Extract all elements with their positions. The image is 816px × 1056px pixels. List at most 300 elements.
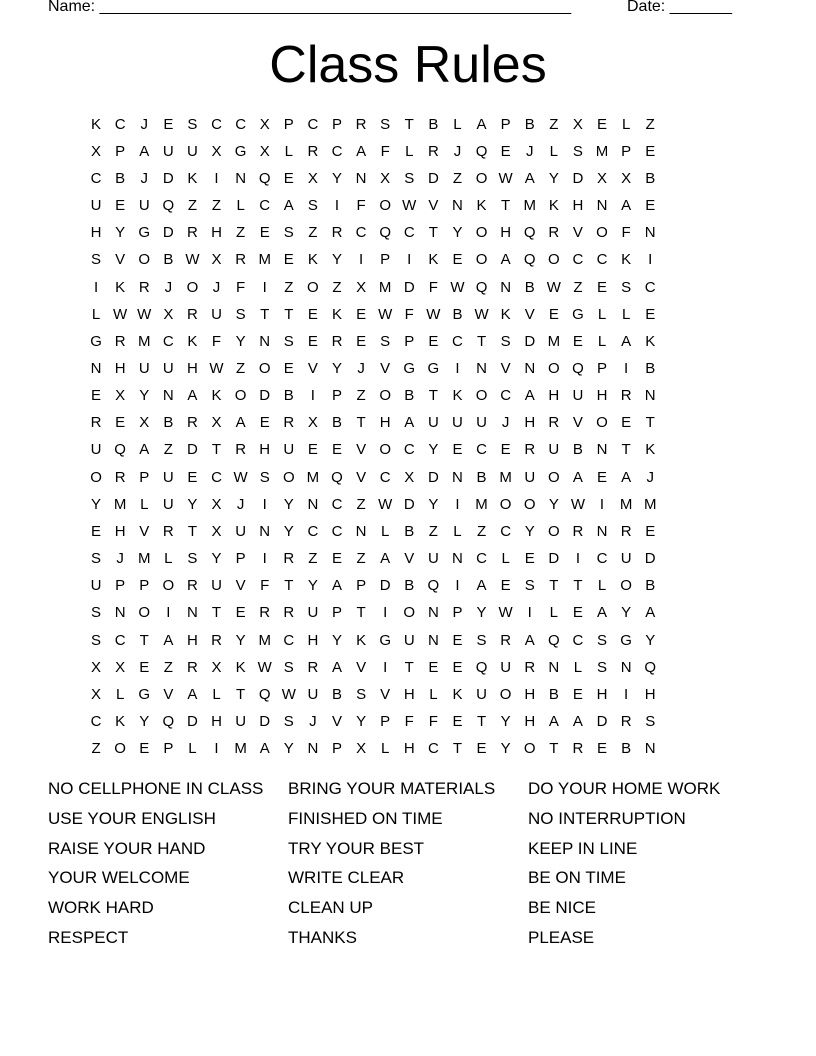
grid-letter: J: [357, 359, 365, 377]
grid-letter: E: [115, 414, 126, 432]
grid-letter: O: [234, 387, 247, 405]
grid-letter: D: [524, 332, 536, 350]
grid-letter: V: [307, 359, 318, 377]
grid-letter: X: [356, 278, 367, 296]
grid-letter: N: [644, 224, 656, 242]
grid-letter: F: [428, 713, 438, 731]
grid-letter: S: [356, 685, 367, 703]
grid-letter: Z: [308, 550, 318, 568]
grid-letter: D: [187, 713, 198, 731]
grid-letter: N: [644, 387, 656, 405]
grid-letter: Y: [187, 495, 198, 513]
grid-letter: W: [378, 305, 393, 323]
page-title: Class Rules: [269, 36, 547, 94]
grid-letter: S: [597, 658, 608, 676]
word-list-item: NO INTERRUPTION: [528, 808, 686, 828]
grid-letter: L: [236, 197, 245, 215]
grid-letter: Z: [356, 495, 366, 513]
grid-letter: I: [624, 359, 629, 377]
grid-letter: M: [137, 332, 151, 350]
grid-letter: Z: [187, 197, 197, 215]
grid-letter: O: [596, 224, 608, 242]
grid-letter: Q: [572, 359, 584, 377]
grid-letter: Y: [331, 631, 342, 649]
grid-letter: A: [621, 332, 632, 350]
grid-letter: W: [137, 305, 152, 323]
grid-letter: G: [403, 359, 416, 377]
grid-letter: R: [283, 604, 295, 622]
grid-row: [84, 464, 732, 491]
grid-letter: S: [91, 631, 102, 649]
grid-letter: L: [140, 495, 149, 513]
grid-letter: Y: [500, 713, 511, 731]
grid-letter: D: [403, 495, 415, 513]
grid-letter: V: [356, 441, 367, 459]
grid-letter: P: [380, 713, 391, 731]
grid-letter: D: [379, 577, 391, 595]
grid-letter: X: [115, 658, 126, 676]
grid-letter: A: [283, 197, 294, 215]
grid-letter: Q: [475, 658, 488, 676]
grid-letter: T: [573, 577, 583, 595]
grid-letter: S: [235, 305, 246, 323]
word-list-item: PLEASE: [528, 927, 595, 947]
grid-letter: S: [91, 251, 102, 269]
grid-letter: O: [90, 468, 102, 486]
grid-letter: A: [235, 414, 246, 432]
grid-letter: B: [452, 305, 463, 323]
grid-letter: K: [645, 332, 656, 350]
grid-letter: E: [645, 522, 656, 540]
grid-letter: V: [115, 251, 126, 269]
grid-letter: J: [646, 468, 654, 486]
word-list-item: BE NICE: [528, 898, 597, 918]
grid-letter: U: [283, 441, 295, 459]
grid-letter: E: [356, 332, 367, 350]
grid-letter: A: [163, 631, 174, 649]
grid-letter: M: [475, 495, 488, 513]
grid-letter: W: [546, 278, 561, 296]
grid-letter: A: [621, 197, 632, 215]
grid-letter: H: [90, 224, 102, 242]
grid-letter: O: [523, 740, 536, 758]
grid-letter: P: [356, 577, 367, 595]
grid-letter: L: [597, 332, 607, 350]
grid-letter: W: [426, 305, 441, 323]
grid-letter: Y: [548, 169, 559, 187]
grid-letter: R: [427, 142, 439, 160]
grid-letter: O: [499, 685, 512, 703]
grid-letter: U: [572, 387, 584, 405]
grid-letter: E: [548, 305, 559, 323]
grid-letter: Y: [211, 550, 222, 568]
grid-letter: I: [624, 685, 629, 703]
grid-letter: H: [572, 197, 584, 215]
grid-letter: M: [547, 332, 561, 350]
grid-letter: W: [378, 495, 393, 513]
grid-letter: O: [547, 359, 560, 377]
grid-letter: Y: [524, 522, 535, 540]
grid-letter: L: [284, 142, 293, 160]
grid-letter: C: [114, 631, 126, 649]
grid-letter: R: [259, 604, 271, 622]
grid-letter: B: [645, 577, 656, 595]
grid-letter: Q: [258, 685, 271, 703]
grid-letter: E: [331, 550, 342, 568]
grid-letter: T: [356, 414, 366, 432]
grid-letter: X: [211, 658, 222, 676]
grid-letter: Y: [356, 713, 367, 731]
grid-letter: R: [331, 332, 343, 350]
word-list-item: KEEP IN LINE: [528, 838, 638, 858]
grid-letter: R: [138, 278, 150, 296]
grid-letter: L: [549, 142, 558, 160]
grid-letter: K: [115, 713, 126, 731]
word-list-item: WORK HARD: [48, 898, 154, 918]
grid-letter: T: [476, 713, 487, 731]
grid-letter: D: [427, 468, 439, 486]
grid-letter: R: [162, 522, 174, 540]
word-list-item: RAISE YOUR HAND: [48, 838, 206, 858]
grid-letter: P: [139, 468, 150, 486]
grid-letter: E: [307, 305, 318, 323]
grid-letter: Z: [549, 115, 559, 133]
grid-letter: R: [620, 713, 632, 731]
grid-letter: X: [404, 468, 415, 486]
grid-letter: J: [212, 278, 221, 296]
grid-letter: K: [235, 658, 246, 676]
grid-letter: L: [212, 685, 221, 703]
grid-letter: X: [307, 414, 318, 432]
grid-letter: H: [114, 359, 126, 377]
grid-letter: Z: [428, 522, 438, 540]
grid-letter: P: [115, 577, 126, 595]
grid-letter: C: [162, 332, 174, 350]
grid-letter: C: [355, 224, 367, 242]
grid-letter: A: [500, 251, 511, 269]
grid-letter: O: [379, 441, 391, 459]
grid-letter: Y: [283, 495, 294, 513]
grid-letter: D: [259, 387, 271, 405]
grid-letter: T: [428, 387, 438, 405]
grid-letter: K: [356, 631, 367, 649]
grid-letter: C: [307, 115, 319, 133]
grid-letter: S: [283, 332, 294, 350]
grid-letter: C: [572, 251, 584, 269]
grid-letter: E: [91, 387, 102, 405]
grid-letter: X: [211, 414, 222, 432]
word-list-item: RESPECT: [48, 927, 129, 947]
grid-letter: I: [334, 197, 340, 215]
grid-letter: D: [187, 441, 198, 459]
grid-letter: U: [427, 414, 439, 432]
grid-letter: V: [331, 713, 342, 731]
grid-letter: N: [452, 468, 463, 486]
grid-letter: A: [572, 713, 583, 731]
grid-letter: Y: [428, 441, 439, 459]
grid-letter: S: [476, 631, 487, 649]
grid-letter: Y: [91, 495, 102, 513]
grid-letter: T: [260, 305, 270, 323]
grid-letter: J: [525, 142, 534, 160]
grid-letter: N: [452, 197, 463, 215]
grid-letter: R: [548, 414, 560, 432]
date-field-label: Date: _______: [627, 0, 732, 15]
grid-letter: I: [455, 359, 460, 377]
grid-letter: N: [548, 658, 560, 676]
grid-letter: B: [404, 522, 415, 540]
grid-letter: Q: [379, 224, 391, 242]
grid-letter: E: [476, 740, 487, 758]
grid-letter: O: [403, 604, 416, 622]
grid-letter: T: [139, 631, 149, 649]
grid-letter: L: [164, 550, 173, 568]
grid-letter: Z: [91, 740, 101, 758]
grid-row: [84, 383, 732, 410]
grid-letter: R: [620, 522, 632, 540]
grid-letter: M: [113, 495, 127, 513]
grid-letter: I: [262, 495, 267, 513]
grid-letter: B: [572, 441, 583, 459]
grid-letter: N: [235, 169, 247, 187]
grid-letter: Y: [331, 251, 342, 269]
grid-letter: H: [596, 685, 608, 703]
grid-letter: G: [138, 224, 151, 242]
grid-letter: F: [236, 278, 246, 296]
grid-letter: F: [380, 142, 390, 160]
grid-letter: W: [498, 169, 513, 187]
grid-letter: Q: [547, 631, 560, 649]
grid-letter: W: [498, 604, 513, 622]
grid-letter: I: [455, 577, 460, 595]
grid-letter: E: [428, 658, 439, 676]
grid-letter: J: [236, 495, 245, 513]
grid-letter: S: [187, 115, 198, 133]
grid-letter: H: [307, 631, 319, 649]
grid-letter: E: [91, 522, 102, 540]
grid-letter: D: [162, 169, 174, 187]
grid-letter: T: [549, 740, 559, 758]
word-list-item: BRING YOUR MATERIALS: [288, 779, 496, 798]
grid-letter: N: [307, 495, 319, 513]
grid-letter: S: [307, 197, 318, 215]
grid-letter: I: [214, 169, 219, 187]
grid-letter: S: [283, 658, 294, 676]
grid-letter: H: [500, 224, 512, 242]
grid-letter: U: [307, 604, 319, 622]
grid-letter: L: [381, 740, 390, 758]
grid-letter: M: [499, 468, 512, 486]
grid-letter: N: [259, 522, 271, 540]
grid-letter: E: [645, 142, 656, 160]
grid-letter: H: [187, 631, 198, 649]
grid-letter: R: [524, 658, 536, 676]
grid-letter: L: [597, 305, 607, 323]
grid-letter: K: [452, 685, 463, 703]
grid-letter: O: [596, 414, 608, 432]
grid-letter: S: [91, 550, 102, 568]
name-field-label: Name: _____________________________________________________: [48, 0, 572, 15]
grid-letter: C: [235, 115, 247, 133]
grid-letter: G: [572, 305, 584, 323]
grid-letter: H: [187, 359, 198, 377]
word-list-item: USE YOUR ENGLISH: [48, 808, 216, 828]
grid-letter: U: [90, 577, 102, 595]
grid-letter: E: [500, 577, 511, 595]
grid-letter: P: [452, 604, 463, 622]
grid-letter: U: [524, 468, 536, 486]
grid-letter: O: [547, 468, 560, 486]
grid-letter: F: [621, 224, 631, 242]
grid-letter: P: [331, 115, 342, 133]
grid-letter: K: [476, 197, 487, 215]
grid-letter: O: [138, 604, 151, 622]
grid-letter: E: [115, 197, 126, 215]
grid-letter: W: [257, 658, 272, 676]
grid-letter: S: [187, 550, 198, 568]
grid-letter: T: [476, 332, 487, 350]
grid-letter: I: [262, 550, 267, 568]
grid-letter: O: [282, 468, 295, 486]
grid-letter: A: [331, 658, 342, 676]
grid-letter: A: [139, 441, 150, 459]
grid-letter: B: [283, 387, 294, 405]
grid-letter: U: [548, 441, 560, 459]
grid-letter: H: [548, 387, 560, 405]
grid-letter: A: [139, 142, 150, 160]
grid-letter: R: [114, 468, 126, 486]
grid-letter: O: [620, 577, 632, 595]
grid-letter: I: [407, 251, 412, 269]
grid-letter: H: [259, 441, 271, 459]
grid-row: [84, 518, 732, 545]
grid-letter: C: [259, 197, 271, 215]
grid-letter: N: [307, 740, 319, 758]
grid-letter: K: [187, 169, 198, 187]
grid-letter: E: [452, 251, 463, 269]
grid-row: [84, 681, 732, 708]
grid-letter: E: [524, 550, 535, 568]
grid-letter: V: [356, 658, 367, 676]
word-list-item: BE ON TIME: [528, 868, 626, 888]
grid-letter: X: [139, 414, 150, 432]
grid-letter: N: [644, 740, 656, 758]
grid-letter: C: [283, 631, 295, 649]
grid-row: [84, 355, 732, 382]
grid-letter: G: [234, 142, 247, 160]
grid-letter: T: [452, 740, 463, 758]
grid-letter: O: [547, 522, 560, 540]
grid-letter: Z: [356, 387, 366, 405]
grid-letter: C: [403, 224, 415, 242]
grid-letter: B: [645, 169, 656, 187]
grid-letter: O: [379, 387, 391, 405]
grid-row: [84, 491, 732, 518]
grid-letter: V: [163, 685, 174, 703]
grid-letter: P: [331, 387, 342, 405]
grid-letter: U: [235, 713, 247, 731]
grid-letter: T: [211, 604, 222, 622]
grid-letter: C: [500, 387, 512, 405]
grid-letter: C: [379, 468, 391, 486]
grid-letter: V: [572, 414, 583, 432]
grid-letter: O: [475, 224, 488, 242]
grid-letter: L: [91, 305, 101, 323]
grid-letter: Z: [211, 197, 222, 215]
grid-letter: U: [138, 359, 150, 377]
grid-letter: Y: [621, 604, 632, 622]
grid-letter: R: [548, 224, 560, 242]
grid-letter: C: [500, 522, 512, 540]
grid-letter: E: [139, 740, 150, 758]
grid-letter: N: [476, 359, 487, 377]
grid-letter: R: [283, 414, 295, 432]
grid-letter: Z: [356, 550, 366, 568]
grid-letter: X: [259, 115, 270, 133]
grid-letter: C: [114, 115, 126, 133]
grid-letter: W: [450, 278, 465, 296]
grid-letter: S: [572, 142, 583, 160]
grid-letter: W: [402, 197, 417, 215]
grid-letter: F: [356, 197, 366, 215]
grid-letter: E: [283, 251, 294, 269]
grid-letter: H: [379, 414, 391, 432]
grid-letter: N: [187, 604, 198, 622]
grid-letter: R: [572, 522, 584, 540]
grid-letter: C: [572, 631, 584, 649]
grid-letter: J: [140, 115, 148, 133]
grid-letter: C: [596, 251, 608, 269]
grid-letter: B: [524, 115, 535, 133]
grid-letter: P: [380, 251, 391, 269]
grid-letter: M: [306, 468, 320, 486]
grid-letter: N: [259, 332, 271, 350]
grid-letter: V: [572, 224, 583, 242]
grid-letter: A: [476, 115, 487, 133]
grid-letter: W: [209, 359, 224, 377]
grid-letter: A: [524, 387, 535, 405]
grid-letter: E: [597, 468, 608, 486]
grid-letter: X: [380, 169, 391, 187]
word-list-item: CLEAN UP: [288, 898, 374, 918]
grid-letter: T: [284, 305, 294, 323]
grid-letter: D: [259, 713, 271, 731]
grid-letter: J: [501, 414, 510, 432]
grid-row: [84, 328, 732, 355]
grid-letter: C: [331, 142, 343, 160]
grid-letter: Z: [308, 224, 318, 242]
grid-letter: K: [211, 387, 222, 405]
grid-letter: I: [455, 495, 460, 513]
grid-letter: N: [500, 278, 512, 296]
grid-letter: U: [90, 441, 102, 459]
grid-letter: R: [355, 115, 367, 133]
grid-letter: Q: [162, 197, 175, 215]
grid-letter: Y: [476, 604, 487, 622]
grid-letter: X: [621, 169, 632, 187]
grid-letter: B: [548, 685, 559, 703]
grid-letter: R: [283, 550, 295, 568]
grid-letter: S: [524, 577, 535, 595]
word-list: [48, 777, 768, 956]
grid-letter: R: [90, 414, 102, 432]
grid-row: [84, 192, 732, 219]
grid-letter: R: [235, 441, 247, 459]
grid-letter: D: [403, 278, 415, 296]
word-list-item: YOUR WELCOME: [48, 868, 190, 888]
grid-letter: E: [356, 305, 367, 323]
grid-letter: E: [645, 305, 656, 323]
